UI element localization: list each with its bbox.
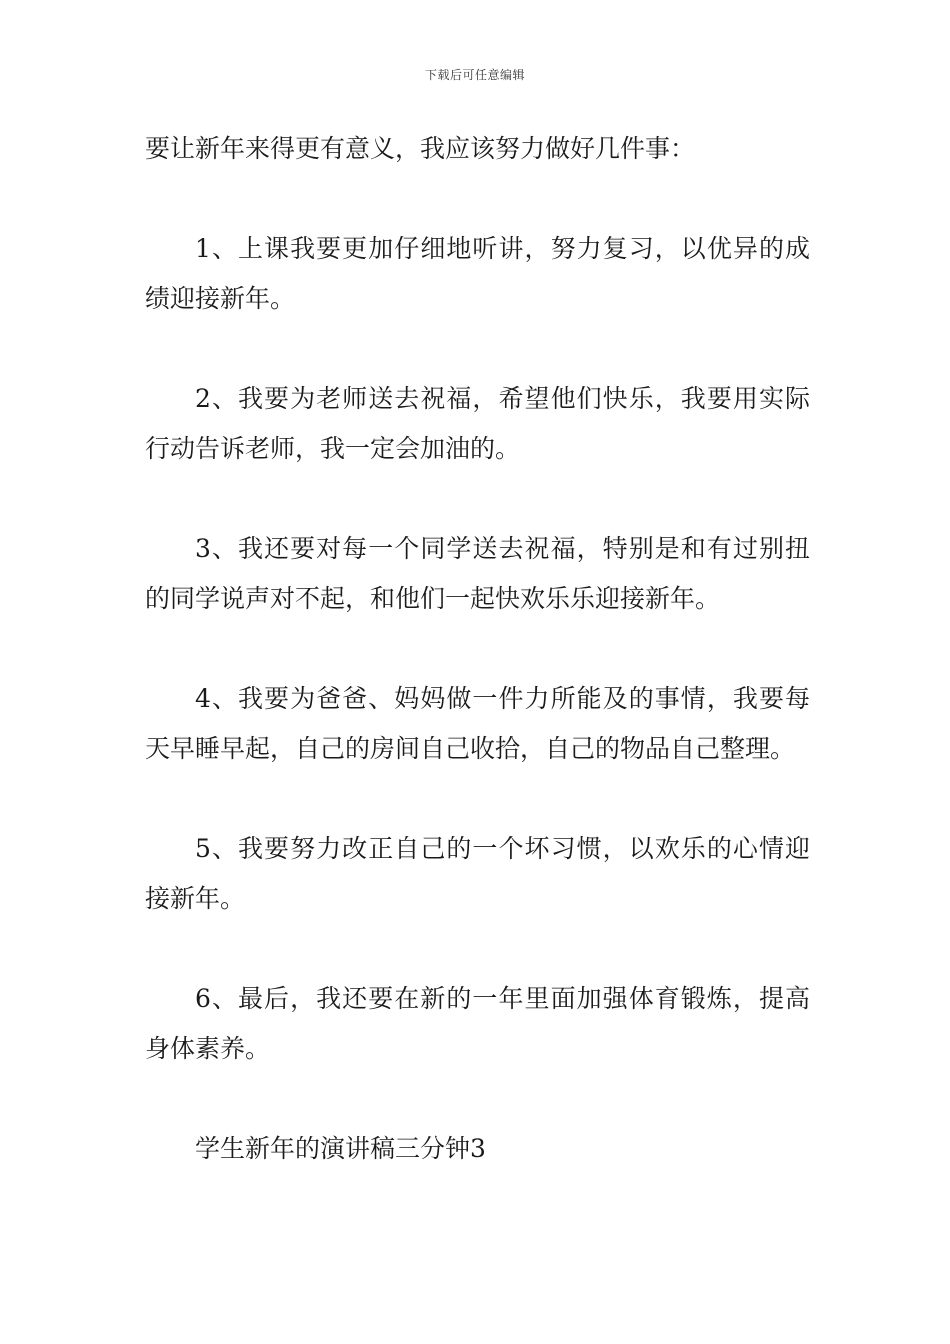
section-heading: 学生新年的演讲稿三分钟3	[195, 1134, 486, 1163]
list-item: 3、我还要对每一个同学送去祝福，特别是和有过别扭的同学说声对不起，和他们一起快欢乐乐迎接新年。	[145, 534, 810, 613]
list-item: 2、我要为老师送去祝福，希望他们快乐，我要用实际行动告诉老师，我一定会加油的。	[145, 384, 810, 463]
intro-paragraph: 要让新年来得更有意义，我应该努力做好几件事：	[145, 134, 696, 163]
list-item: 5、我要努力改正自己的一个坏习惯，以欢乐的心情迎接新年。	[145, 834, 810, 913]
header-note: 下载后可任意编辑	[424, 68, 525, 82]
list-item: 6、最后，我还要在新的一年里面加强体育锻炼，提高身体素养。	[145, 984, 810, 1063]
list-item: 4、我要为爸爸、妈妈做一件力所能及的事情，我要每天早睡早起，自己的房间自己收拾，自己的物品自己整理。	[145, 684, 810, 763]
list-item: 1、上课我要更加仔细地听讲，努力复习，以优异的成绩迎接新年。	[145, 234, 810, 313]
